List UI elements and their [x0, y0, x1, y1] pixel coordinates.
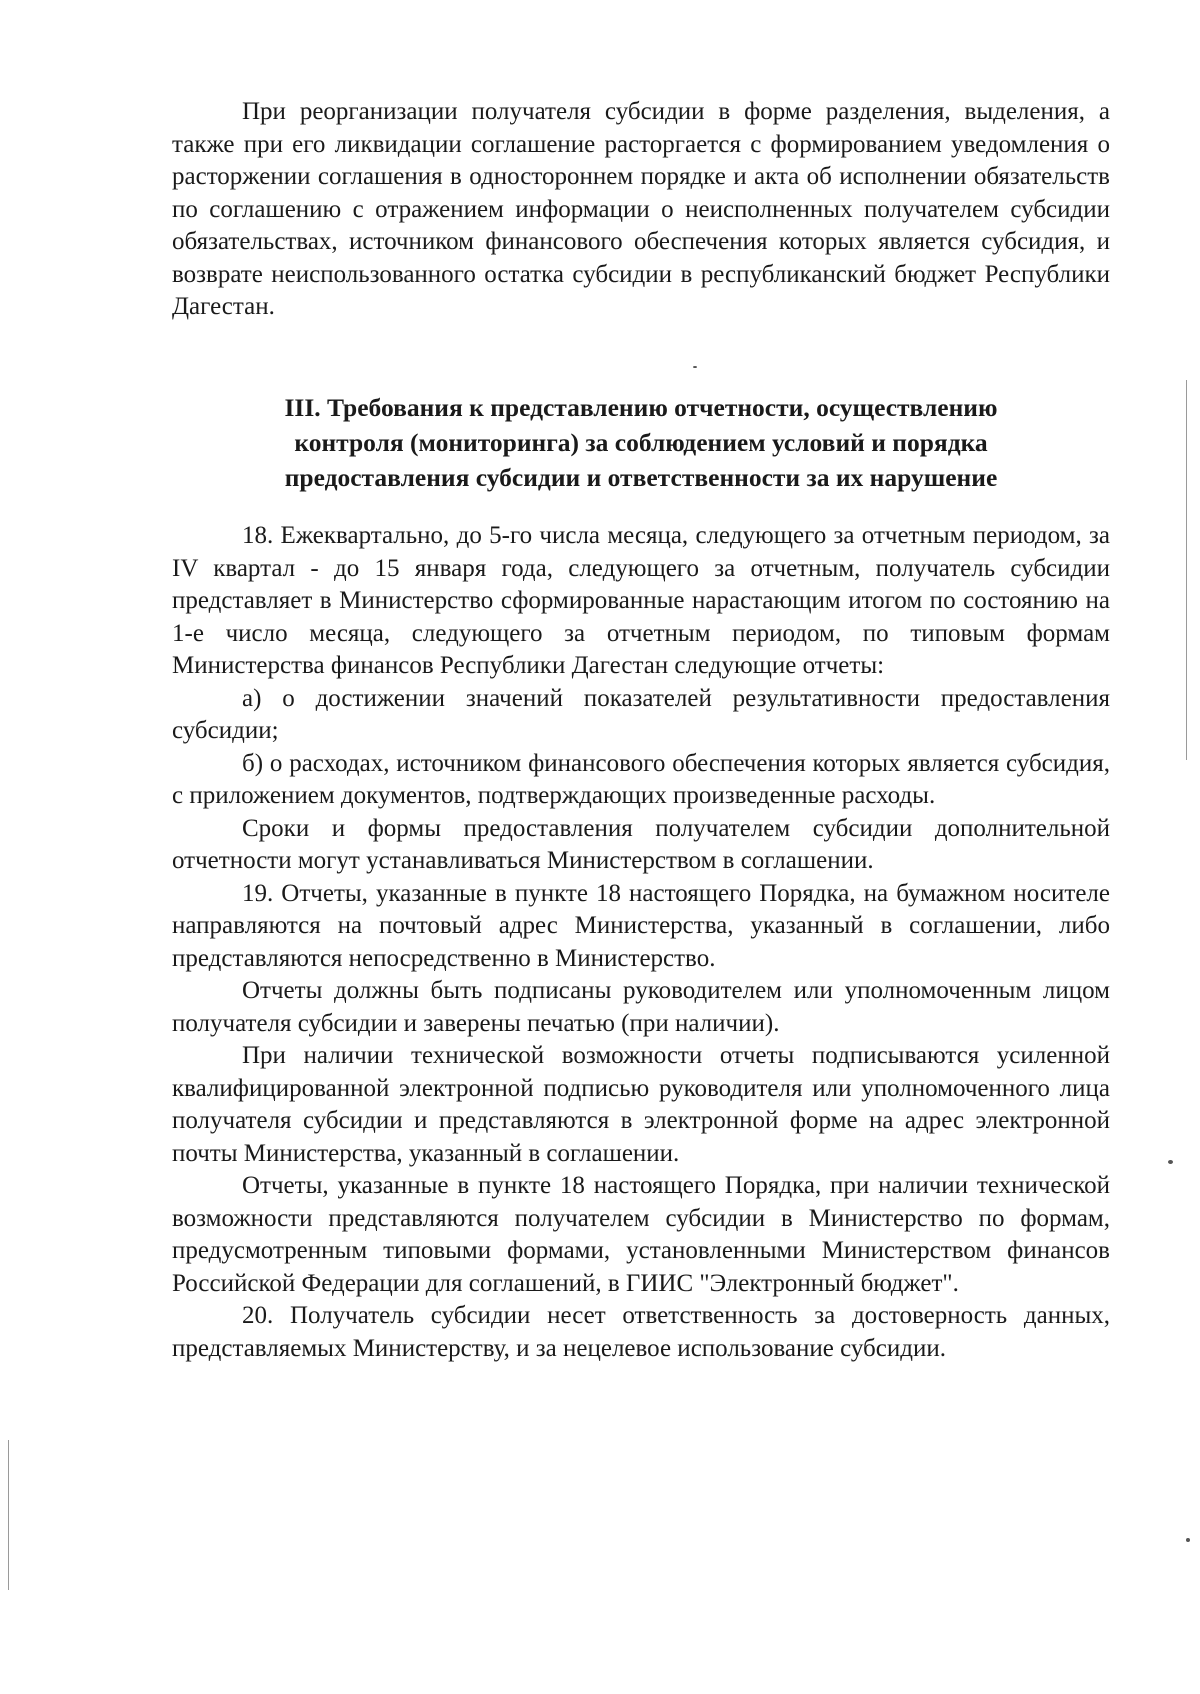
scan-edge-line-left [8, 1440, 9, 1590]
section-body [172, 520, 1110, 1365]
paragraph-18-b: б) о расходах, источником финансового обеспечения которых является субсидия, с приложением документов, подтверждающих произведенные расходы. [172, 749, 1110, 809]
section-heading-line-3: предоставления субсидии и ответственности за их нарушение [284, 463, 998, 492]
reorganization-block [172, 96, 1110, 324]
paragraph-19: 19. Отчеты, указанные в пункте 18 настоящего Порядка, на бумажном носителе направляются на почтовый адрес Министерства, указанный в соглашении, либо представляются непосредственно в Министерство. [172, 879, 1110, 972]
section-heading-line-2: контроля (мониторинга) за соблюдением условий и порядка [294, 428, 988, 457]
section-heading [172, 390, 1110, 495]
paragraph-electronic-budget: Отчеты, указанные в пункте 18 настоящего Порядка, при наличии технической возможности представляются получателем субсидии в Министерство по формам, предусмотренным типовыми формами, установленными Министерством финансов Российской Федерации для соглашений, в ГИИС "Электронный бюджет". [172, 1172, 1110, 1297]
paragraph-20: 20. Получатель субсидии несет ответственность за достоверность данных, представляемых Министерству, и за нецелевое использование субсидии. [172, 1302, 1110, 1362]
section-heading-line-1: III. Требования к представлению отчетности, осуществлению [284, 393, 998, 422]
scan-speck [1186, 1538, 1190, 1542]
paragraph-reorganization: При реорганизации получателя субсидии в форме разделения, выделения, а также при его ликвидации соглашение расторгается с формированием уведомления о расторжении соглашения в одностороннем порядке и акта об исполнении обязательств по соглашению с отражением информации о неисполненных получателем субсидии обязательствах, источником финансового обеспечения которых является субсидия, и возврате неиспользованного остатка субсидии в республиканский бюджет Республики Дагестан. [172, 98, 1110, 320]
paragraph-18: 18. Ежеквартально, до 5-го числа месяца, следующего за отчетным периодом, за IV квартал - до 15 января года, следующего за отчетным, получатель субсидии представляет в Министерство сформированные нарастающим итогом по состоянию на 1-е число месяца, следующего за отчетным периодом, по типовым формам Министерства финансов Республики Дагестан следующие отчеты: [172, 522, 1110, 679]
paragraph-18-a: а) о достижении значений показателей результативности предоставления субсидии; [172, 684, 1110, 744]
scan-speck [1168, 1160, 1173, 1164]
paragraph-additional-reporting: Сроки и формы предоставления получателем субсидии дополнительной отчетности могут устанавливаться Министерством в соглашении. [172, 814, 1110, 874]
paragraph-electronic-signature: При наличии технической возможности отчеты подписываются усиленной квалифицированной электронной подписью руководителя или уполномоченного лица получателя субсидии и представляются в электронной форме на адрес электронной почты Министерства, указанный в соглашении. [172, 1042, 1110, 1167]
scan-speck [693, 366, 697, 368]
paragraph-signatures: Отчеты должны быть подписаны руководителем или уполномоченным лицом получателя субсидии и заверены печатью (при наличии). [172, 977, 1110, 1037]
scan-edge-line-right [1186, 380, 1187, 760]
